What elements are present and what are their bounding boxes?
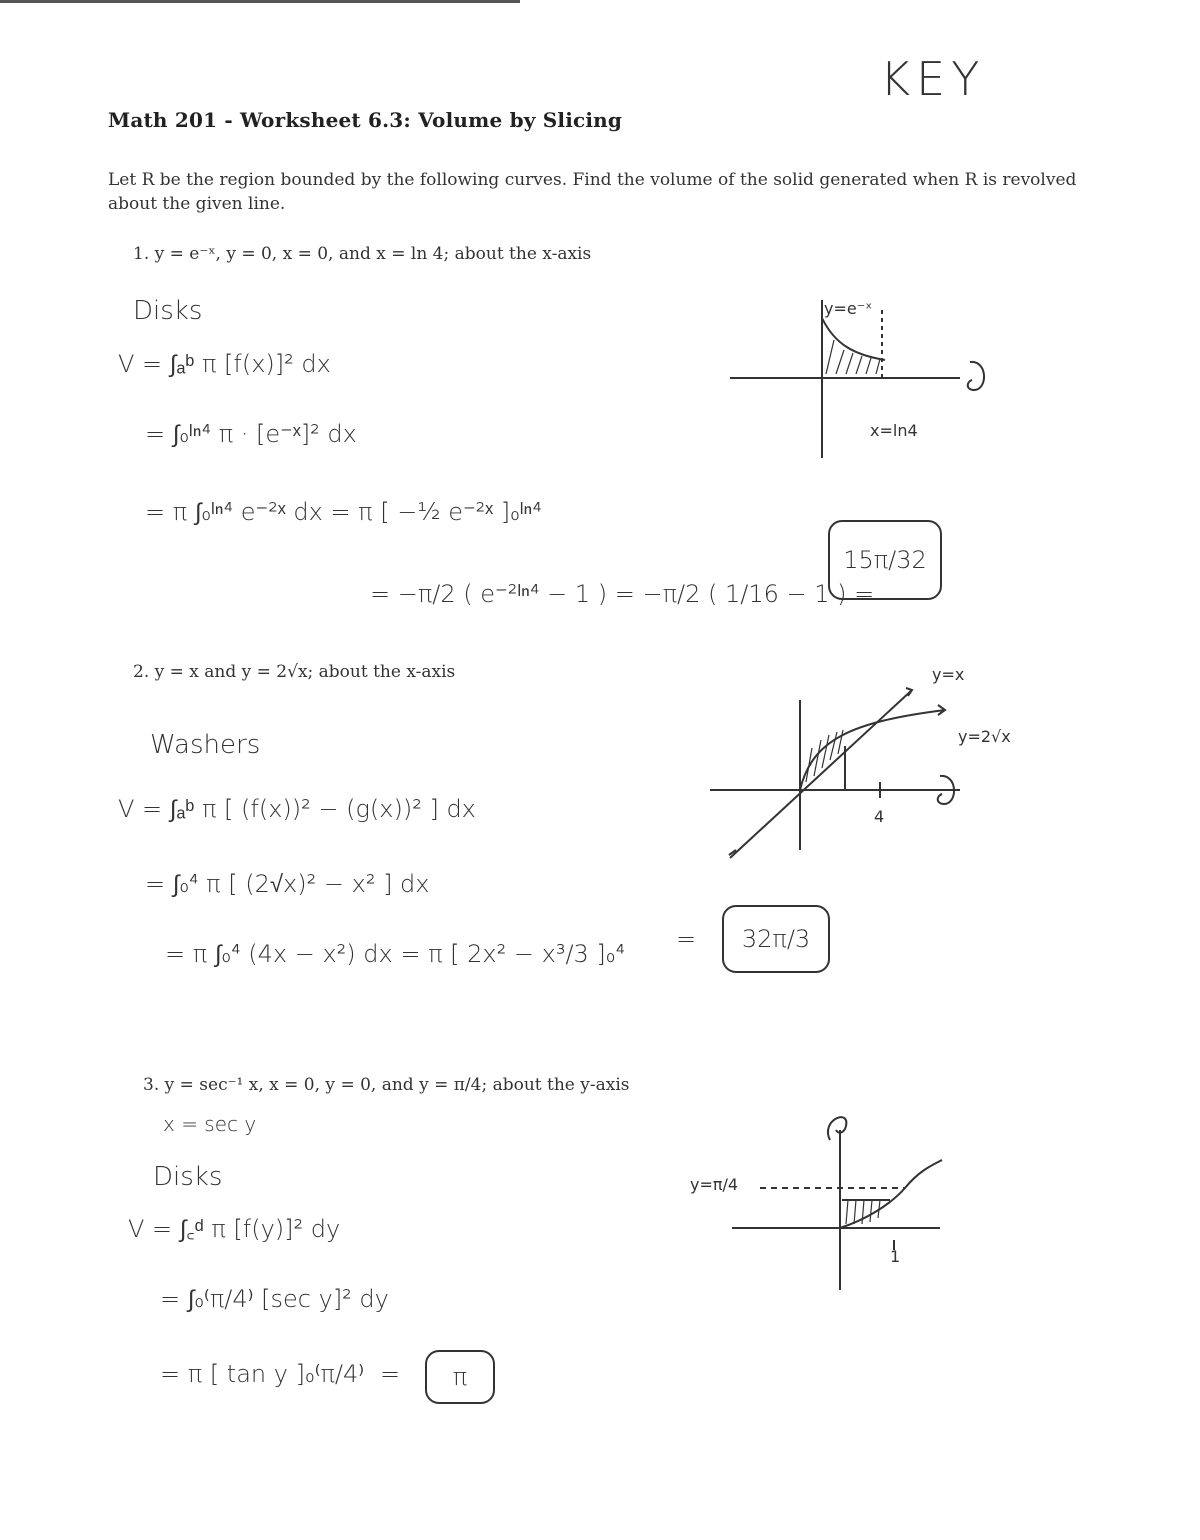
curve-label: y=2√x bbox=[958, 727, 1011, 746]
problem-1-step-4: = −π/2 ( e⁻²ˡⁿ⁴ − 1 ) = −π/2 ( 1/16 − 1 ) = bbox=[370, 580, 875, 608]
y-bound-label: y=π/4 bbox=[690, 1175, 739, 1194]
tick-label-4: 4 bbox=[874, 807, 885, 826]
problem-2-step-1: V = ∫ₐᵇ π [ (f(x))² − (g(x))² ] dx bbox=[118, 795, 476, 823]
problem-3-step-4: = bbox=[380, 1360, 401, 1388]
exp-decay-curve bbox=[822, 318, 885, 360]
problem-3-method: Disks bbox=[153, 1162, 223, 1192]
problem-1-graph bbox=[730, 290, 990, 460]
rotation-arrow bbox=[968, 362, 984, 390]
problem-2-method: Washers bbox=[150, 730, 261, 760]
problem-3-step-1: V = ∫꜀ᵈ π [f(y)]² dy bbox=[128, 1215, 341, 1243]
problem-3-step-3: = π [ tan y ]₀⁽π/4⁾ bbox=[160, 1360, 365, 1388]
problem-3-step-2: = ∫₀⁽π/4⁾ [sec y]² dy bbox=[160, 1285, 389, 1313]
problem-1-answer-box: 15π/32 bbox=[828, 520, 942, 600]
problem-3-answer-box: π bbox=[425, 1350, 495, 1404]
rotation-arrow bbox=[828, 1117, 846, 1140]
problem-1-step-2: = ∫₀ˡⁿ⁴ π · [e⁻ˣ]² dx bbox=[145, 420, 357, 448]
problem-3-graph bbox=[690, 1100, 990, 1300]
arcsec-curve bbox=[840, 1160, 942, 1228]
curve-label: y=e⁻ˣ bbox=[824, 299, 873, 318]
problem-1-step-3: = π ∫₀ˡⁿ⁴ e⁻²ˣ dx = π [ −½ e⁻²ˣ ]₀ˡⁿ⁴ bbox=[145, 498, 542, 526]
problem-2-graph bbox=[700, 650, 1040, 870]
scan-top-border bbox=[0, 0, 520, 3]
problem-2-answer-box: 32π/3 bbox=[722, 905, 830, 973]
line-y-x bbox=[730, 690, 912, 858]
problem-2-statement: 2. y = x and y = 2√x; about the x-axis bbox=[133, 662, 456, 682]
bound-label: x=ln4 bbox=[870, 421, 918, 440]
problem-3-note: x = sec y bbox=[163, 1112, 257, 1136]
line-label: y=x bbox=[932, 665, 965, 684]
problem-2-step-3: = π ∫₀⁴ (4x − x²) dx = π [ 2x² − x³/3 ]₀⁴ bbox=[165, 940, 626, 968]
answer-key-mark: KEY bbox=[880, 52, 986, 106]
problem-3-statement: 3. y = sec⁻¹ x, x = 0, y = 0, and y = π/4; about the y-axis bbox=[143, 1075, 630, 1095]
problem-1-method: Disks bbox=[133, 296, 203, 326]
tick-label-1: 1 bbox=[890, 1247, 901, 1266]
page-title: Math 201 - Worksheet 6.3: Volume by Slicing bbox=[108, 108, 623, 132]
curve-2sqrtx bbox=[800, 710, 945, 790]
problem-1-step-1: V = ∫ₐᵇ π [f(x)]² dx bbox=[118, 350, 331, 378]
problem-1-statement: 1. y = e⁻ˣ, y = 0, x = 0, and x = ln 4; about the x-axis bbox=[133, 244, 592, 264]
problem-2-step-2: = ∫₀⁴ π [ (2√x)² − x² ] dx bbox=[145, 870, 430, 898]
problem-2-step-4: = bbox=[676, 925, 697, 953]
instructions: Let R be the region bounded by the following curves. Find the volume of the solid generated when R is revolved about the given line. bbox=[108, 170, 1077, 214]
